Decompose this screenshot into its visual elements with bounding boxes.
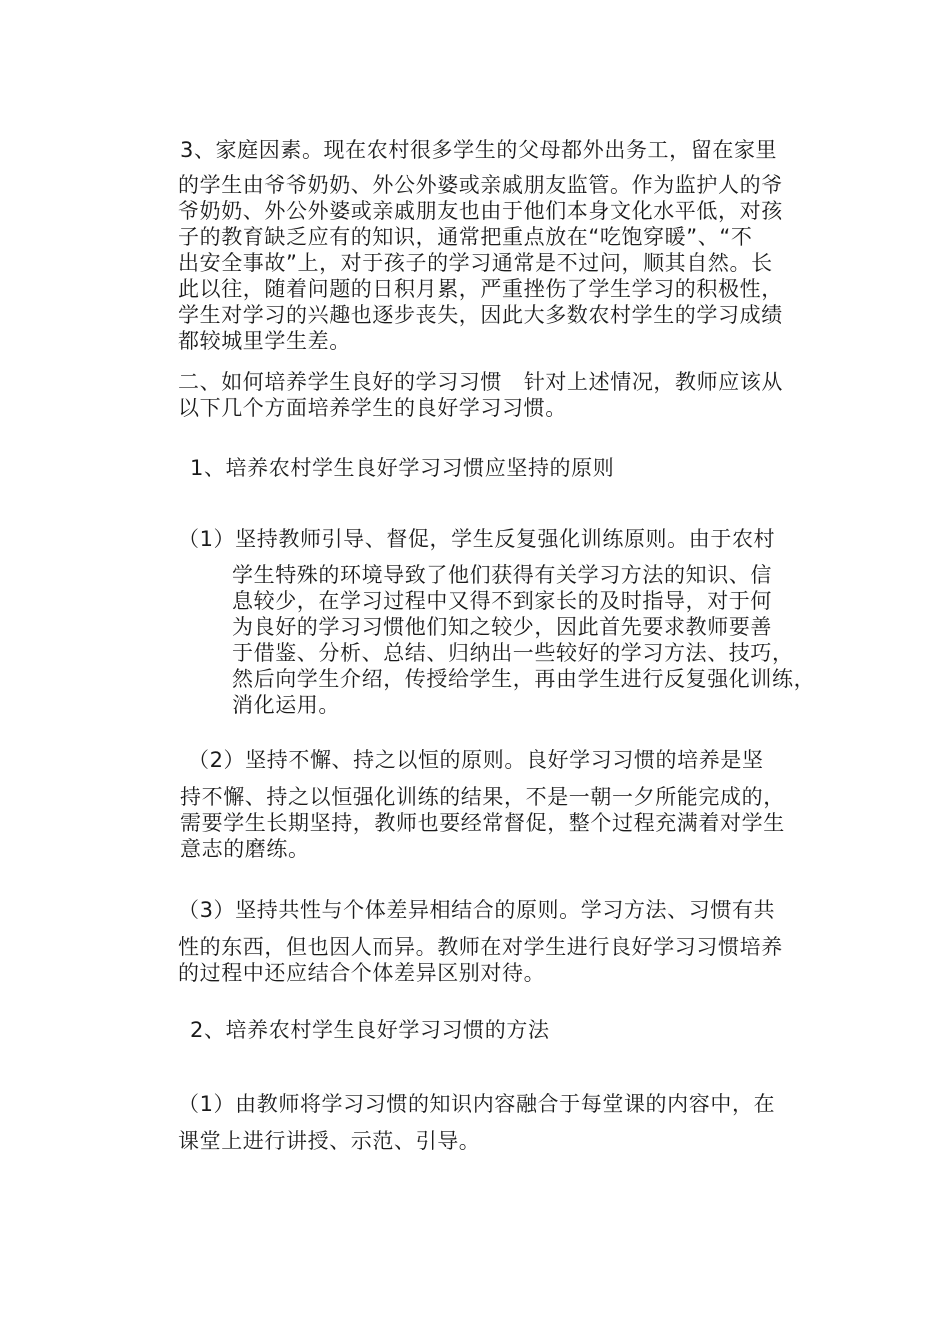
text-line: 出安全事故”上，对于孩子的学习通常是不过问，顺其自然。长 — [178, 251, 773, 275]
text-line: （1）坚持教师引导、督促，学生反复强化训练原则。由于农村 — [178, 527, 776, 551]
text-line: 爷奶奶、外公外婆或亲戚朋友也由于他们本身文化水平低，对孩 — [178, 199, 783, 223]
text-line: 学生对学习的兴趣也逐步丧失，因此大多数农村学生的学习成绩 — [178, 303, 783, 327]
text-line: 1、培养农村学生良好学习习惯应坚持的原则 — [190, 456, 615, 480]
text-line: 于借鉴、分析、总结、归纳出一些较好的学习方法、技巧， — [232, 641, 794, 665]
subsection-heading-methods — [190, 1017, 550, 1043]
text-line: 二、如何培养学生良好的学习习惯 针对上述情况，教师应该从 — [178, 370, 784, 394]
paragraph-family-factors — [178, 137, 783, 354]
text-line: 为良好的学习习惯他们知之较少，因此首先要求教师要善 — [232, 615, 772, 639]
text-line: 子的教育缺乏应有的知识，通常把重点放在“吃饱穿暖”、“不 — [178, 225, 753, 249]
text-line: 息较少，在学习过程中又得不到家长的及时指导，对于何 — [232, 589, 772, 613]
paragraph-principle-2 — [180, 747, 785, 862]
text-line: （3）坚持共性与个体差异相结合的原则。学习方法、习惯有共 — [178, 898, 776, 922]
text-line: 性的东西，但也因人而异。教师在对学生进行良好学习习惯培养 — [178, 935, 783, 959]
text-line: 然后向学生介绍，传授给学生，再由学生进行反复强化训练， — [232, 667, 816, 691]
text-line: 学生特殊的环境导致了他们获得有关学习方法的知识、信 — [232, 563, 772, 587]
paragraph-principle-1 — [178, 526, 815, 718]
text-line: 的学生由爷爷奶奶、外公外婆或亲戚朋友监管。作为监护人的爷 — [178, 173, 783, 197]
text-line: 课堂上进行讲授、示范、引导。 — [178, 1129, 481, 1153]
text-line: （1）由教师将学习习惯的知识内容融合于每堂课的内容中，在 — [178, 1092, 776, 1116]
text-line: 意志的磨练。 — [180, 837, 310, 861]
paragraph-principle-3 — [178, 897, 783, 986]
text-line: 持不懈、持之以恒强化训练的结果，不是一朝一夕所能完成的， — [180, 785, 785, 809]
section-heading-two — [178, 369, 783, 421]
text-line: 此以往，随着问题的日积月累，严重挫伤了学生学习的积极性， — [178, 277, 783, 301]
text-line: 的过程中还应结合个体差异区别对待。 — [178, 961, 546, 985]
text-line: 都较城里学生差。 — [178, 329, 351, 353]
text-line: 3、家庭因素。现在农村很多学生的父母都外出务工，留在家里 — [180, 138, 778, 162]
text-line: 2、培养农村学生良好学习习惯的方法 — [190, 1018, 550, 1042]
text-line: 以下几个方面培养学生的良好学习习惯。 — [178, 396, 567, 420]
paragraph-method-1 — [178, 1091, 775, 1154]
text-line: 消化运用。 — [232, 693, 340, 717]
text-line: （2）坚持不懈、持之以恒的原则。良好学习习惯的培养是坚 — [188, 748, 764, 772]
subsection-heading-principles — [190, 455, 614, 481]
text-line: 需要学生长期坚持，教师也要经常督促，整个过程充满着对学生 — [180, 811, 785, 835]
